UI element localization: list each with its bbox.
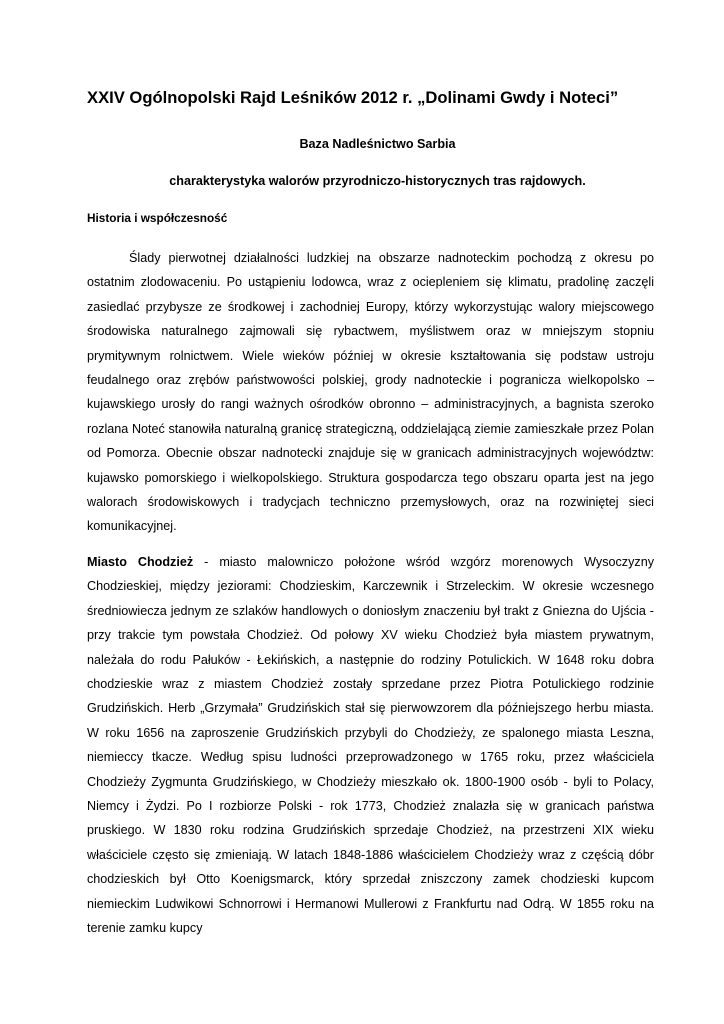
section-heading: Historia i współczesność [87, 211, 228, 225]
chodziez-paragraph [87, 550, 654, 941]
history-paragraph: Ślady pierwotnej działalności ludzkiej na obszarze nadnoteckim pochodzą z okresu po ostatnim zlodowaceniu. Po ustąpieniu lodowca, wraz z ociepleniem się klimatu, pradolinę zaczęli zasiedlać przybysze ze środkowej i zachodniej Europy, którzy wykorzystując walory miejscowego środowiska naturalnego zajmowali się rybactwem, myślistwem oraz w mniejszym stopniu prymitywnym rolnictwem. Wiele wieków później w okresie kształtowania się podstaw ustroju feudalnego oraz zrębów państwowości polskiej, grody nadnoteckie i pogranicza wielkopolsko – kujawskiego urosły do rangi ważnych ośrodków obronno – administracyjnych, a bagnista szeroko rozlana Noteć stanowiła naturalną granicę strategiczną, oddzielającą ziemie zamieszkałe przez Polan od Pomorza. Obecnie obszar nadnotecki znajduje się w granicach administracyjnych województw: kujawsko pomorskiego i wielkopolskiego. Struktura gospodarcza tego obszaru oparta jest na jego walorach środowiskowych i tradycjach techniczno przemysłowych, oraz na rozwiniętej sieci komunikacyjnej. [87, 251, 654, 534]
description-subtitle: charakterystyka walorów przyrodniczo-historycznych tras rajdowych. [169, 174, 586, 188]
document-title: XXIV Ogólnopolski Rajd Leśników 2012 r. „Dolinami Gwdy i Noteci” [87, 88, 619, 107]
chodziez-lead: Miasto Chodzież [87, 555, 194, 569]
chodziez-body: - miasto malowniczo położone wśród wzgórz morenowych Wysoczyzny Chodzieskiej, między jeziorami: Chodzieskim, Karczewnik i Strzeleckim. W okresie wczesnego średniowiecza jednym ze szlaków handlowych o doniosłym znaczeniu był trakt z Gniezna do Ujścia - przy trakcie tym powstała Chodzież. Od połowy XV wieku Chodzież była miastem prywatnym, należała do rodu Pałuków - Łekińskich, a następnie do rodziny Potulickich. W 1648 roku dobra chodzieskie wraz z miastem Chodzież zostały sprzedane przez Piotra Potulickiego rodzinie Grudzińskich. Herb „Grzymała” Grudzińskich stał się pierwowzorem dla późniejszego herbu miasta. W roku 1656 na zaproszenie Grudzińskich przybyli do Chodzieży, ze spalonego miasta Leszna, niemieccy tkacze. Według spisu ludności przeprowadzonego w 1765 roku, przez właściciela Chodzieży Zygmunta Grudzińskiego, w Chodzieży mieszkało ok. 1800-1900 osób - byli to Polacy, Niemcy i Żydzi. Po I rozbiorze Polski - rok 1773, Chodzież znalazła się w granicach państwa pruskiego. W 1830 roku rodzina Grudzińskich sprzedaje Chodzież, na przestrzeni XIX wieku właściciele często się zmieniają. W latach 1848-1886 właścicielem Chodzieży wraz z częścią dóbr chodzieskich był Otto Koenigsmarck, który sprzedał zniszczony zamek chodzieski kupcom niemieckim Ludwikowi Schnorrowi i Hermanowi Mullerowi z Frankfurtu nad Odrą. W 1855 roku na terenie zamku kupcy [87, 555, 655, 936]
base-subtitle: Baza Nadleśnictwo Sarbia [299, 137, 456, 151]
